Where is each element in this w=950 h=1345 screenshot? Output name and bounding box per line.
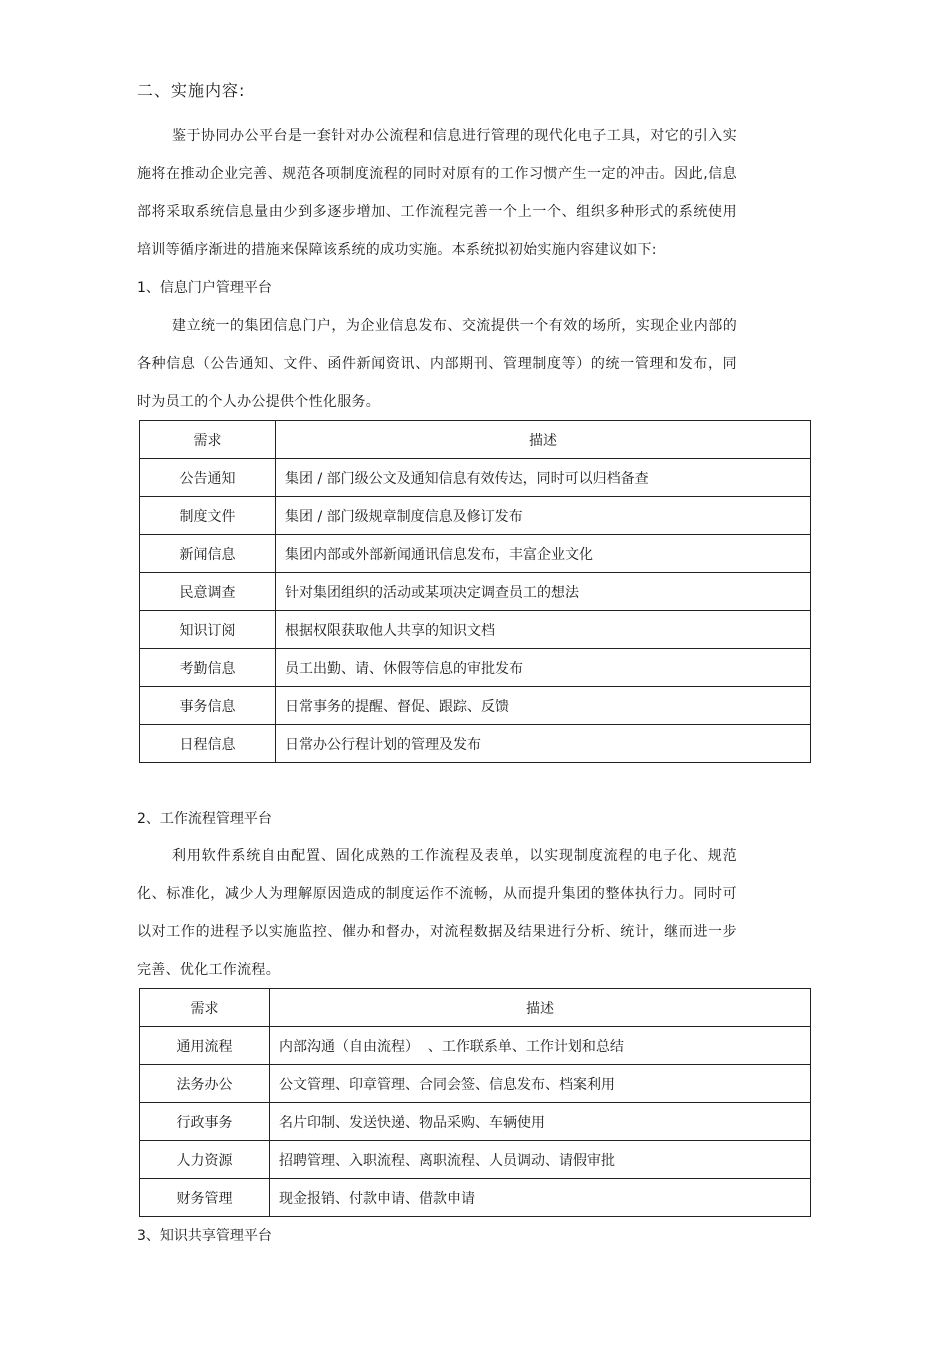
requirement-cell: 财务管理 xyxy=(140,1179,270,1217)
table-row xyxy=(140,1065,811,1103)
table-row xyxy=(140,1027,811,1065)
requirement-cell: 行政事务 xyxy=(140,1103,270,1141)
requirement-cell: 通用流程 xyxy=(140,1027,270,1065)
description-cell: 招聘管理、入职流程、离职流程、人员调动、请假审批 xyxy=(270,1141,811,1179)
table-row xyxy=(140,611,811,649)
requirement-cell: 制度文件 xyxy=(140,497,276,535)
header-cell-requirement: 需求 xyxy=(140,989,270,1027)
table-row xyxy=(140,1179,811,1217)
requirement-cell: 新闻信息 xyxy=(140,535,276,573)
table-row xyxy=(140,687,811,725)
description-cell: 集团 / 部门级公文及通知信息有效传达，同时可以归档备查 xyxy=(276,459,811,497)
requirement-cell: 日程信息 xyxy=(140,725,276,763)
description-cell: 名片印制、发送快递、物品采购、车辆使用 xyxy=(270,1103,811,1141)
table-row xyxy=(140,459,811,497)
section-title-knowledge: 3、知识共享管理平台 xyxy=(137,1228,272,1244)
requirement-cell: 知识订阅 xyxy=(140,611,276,649)
requirement-cell: 公告通知 xyxy=(140,459,276,497)
description-cell: 内部沟通（自由流程） 、工作联系单、工作计划和总结 xyxy=(270,1027,811,1065)
description-cell: 员工出勤、请、休假等信息的审批发布 xyxy=(276,649,811,687)
workflow-paragraph: 利用软件系统自由配置、固化成熟的工作流程及表单，以实现制度流程的电子化、规范化、标准化，减少人为理解原因造成的制度运作不流畅，从而提升集团的整体执行力。同时可以对工作的进程予以实施监控、催办和督办，对流程数据及结果进行分析、统计，继而进一步完善、优化工作流程。 xyxy=(137,848,737,978)
table-header-row xyxy=(140,989,811,1027)
description-cell: 根据权限获取他人共享的知识文档 xyxy=(276,611,811,649)
header-cell-requirement: 需求 xyxy=(140,421,276,459)
requirement-cell: 考勤信息 xyxy=(140,649,276,687)
table-row xyxy=(140,573,811,611)
section-heading: 二、实施内容: xyxy=(137,81,246,100)
description-cell: 日常事务的提醒、督促、跟踪、反馈 xyxy=(276,687,811,725)
section-title-workflow: 2、工作流程管理平台 xyxy=(137,811,272,827)
description-cell: 日常办公行程计划的管理及发布 xyxy=(276,725,811,763)
description-cell: 公文管理、印章管理、合同会签、信息发布、档案利用 xyxy=(270,1065,811,1103)
intro-paragraph: 鉴于协同办公平台是一套针对办公流程和信息进行管理的现代化电子工具，对它的引入实施将在推动企业完善、规范各项制度流程的同时对原有的工作习惯产生一定的冲击。因此,信息部将采取系统信息量由少到多逐步增加、工作流程完善一个上一个、组织多种形式的系统使用培训等循序渐进的措施来保障该系统的成功实施。本系统拟初始实施内容建议如下: xyxy=(137,128,737,258)
section-title-portal: 1、信息门户管理平台 xyxy=(137,280,272,296)
workflow-requirements-table xyxy=(139,988,811,1217)
table-row xyxy=(140,497,811,535)
header-cell-description: 描述 xyxy=(270,989,811,1027)
table-row xyxy=(140,1141,811,1179)
table-row xyxy=(140,649,811,687)
description-cell: 集团 / 部门级规章制度信息及修订发布 xyxy=(276,497,811,535)
table-header-row xyxy=(140,421,811,459)
table-row xyxy=(140,725,811,763)
portal-paragraph: 建立统一的集团信息门户，为企业信息发布、交流提供一个有效的场所，实现企业内部的各种信息（公告通知、文件、函件新闻资讯、内部期刊、管理制度等）的统一管理和发布，同时为员工的个人办公提供个性化服务。 xyxy=(137,318,737,410)
header-cell-description: 描述 xyxy=(276,421,811,459)
description-cell: 针对集团组织的活动或某项决定调查员工的想法 xyxy=(276,573,811,611)
table-row xyxy=(140,1103,811,1141)
portal-requirements-table xyxy=(139,420,811,763)
table-row xyxy=(140,535,811,573)
requirement-cell: 事务信息 xyxy=(140,687,276,725)
description-cell: 现金报销、付款申请、借款申请 xyxy=(270,1179,811,1217)
description-cell: 集团内部或外部新闻通讯信息发布，丰富企业文化 xyxy=(276,535,811,573)
requirement-cell: 法务办公 xyxy=(140,1065,270,1103)
requirement-cell: 人力资源 xyxy=(140,1141,270,1179)
requirement-cell: 民意调查 xyxy=(140,573,276,611)
